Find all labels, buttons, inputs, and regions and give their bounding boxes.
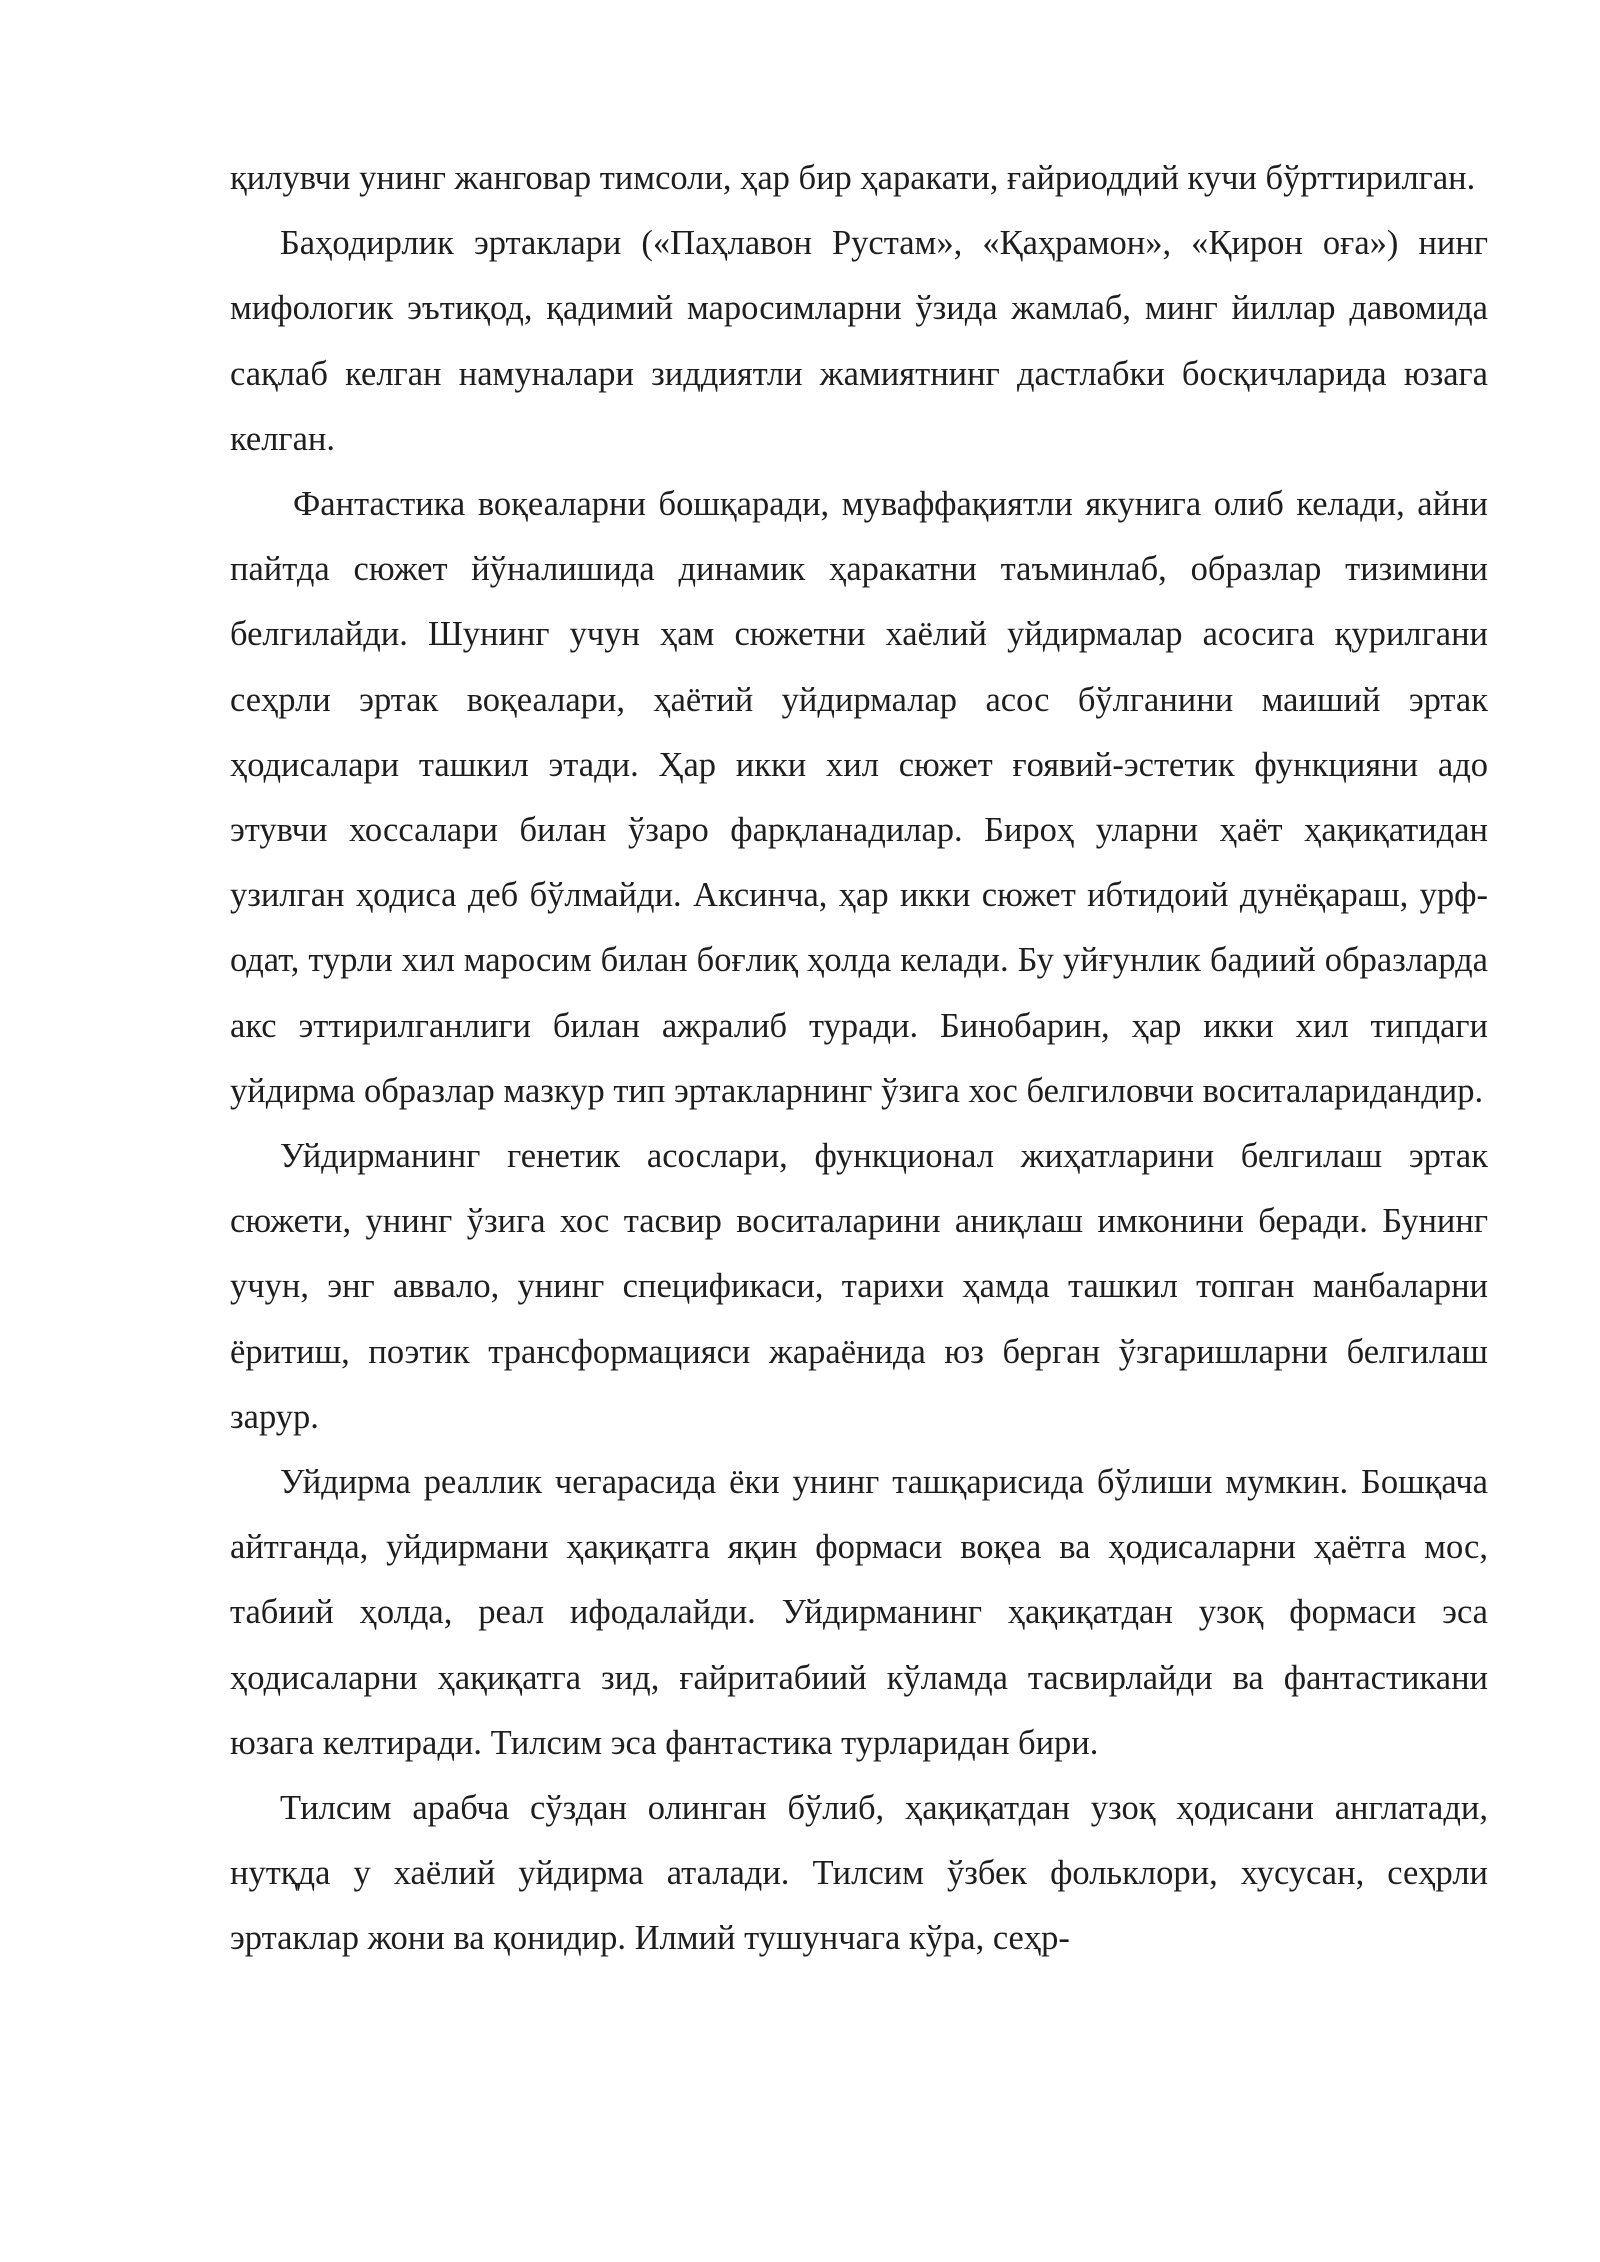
paragraph-continuation: қилувчи унинг жанговар тимсоли, ҳар бир ҳаракати, ғайриоддий кучи бўрттирилган. [230, 159, 1476, 197]
paragraph-heroic-tales: Баҳодирлик эртаклари («Паҳлавон Рустам», «Қаҳрамон», «Қирон оға») нинг мифологик эътиқод, қадимий маросимларни ўзида жамлаб, минг йиллар давомида сақлаб келган намуналари зиддиятли жамиятнинг дастлабки босқичларида юзага келган. [230, 224, 1488, 458]
paragraph-tilsim-definition: Тилсим арабча сўздан олинган бўлиб, ҳақиқатдан узоқ ҳодисани англатади, нутқда у хаёлий уйдирма аталади. Тилсим ўзбек фольклори, хусусан, сеҳрли эртаклар жони ва қонидир. Илмий тушунчага кўра, сеҳр- [230, 1789, 1488, 1958]
document-page [230, 146, 1488, 1972]
paragraph-fiction-genetics: Уйдирманинг генетик асослари, функционал жиҳатларини белгилаш эртак сюжети, унинг ўзига хос тасвир воситаларини аниқлаш имконини беради. Бунинг учун, энг аввало, унинг спецификаси, тарихи ҳамда ташкил топган манбаларни ёритиш, поэтик трансформацияси жараёнида юз берган ўзгаришларни белгилаш зарур. [230, 1137, 1488, 1436]
paragraph-fantasy-events: Фантастика воқеаларни бошқаради, муваффақиятли якунига олиб келади, айни пайтда сюжет йўналишида динамик ҳаракатни таъминлаб, образлар тизимини белгилайди. Шунинг учун ҳам сюжетни хаёлий уйдирмалар асосига қурилгани сеҳрли эртак воқеалари, ҳаётий уйдирмалар асос бўлганини маиший эртак ҳодисалари ташкил этади. Ҳар икки хил сюжет ғоявий-эстетик функцияни адо этувчи хоссалари билан ўзаро фарқланадилар. Бироҳ уларни ҳаёт ҳақиқатидан узилган ҳодиса деб бўлмайди. Аксинча, ҳар икки сюжет ибтидоий дунёқараш, урф-одат, турли хил маросим билан боғлиқ ҳолда келади. Бу уйғунлик бадиий образларда акс эттирилганлиги билан ажралиб туради. Бинобарин, ҳар икки хил типдаги уйдирма образлар мазкур тип эртакларнинг ўзига хос белгиловчи воситаларидандир. [230, 485, 1488, 1110]
paragraph-fiction-reality: Уйдирма реаллик чегарасида ёки унинг ташқарисида бўлиши мумкин. Бошқача айтганда, уйдирмани ҳақиқатга яқин формаси воқеа ва ҳодисаларни ҳаётга мос, табиий ҳолда, реал ифодалайди. Уйдирманинг ҳақиқатдан узоқ формаси эса ҳодисаларни ҳақиқатга зид, ғайритабиий кўламда тасвирлайди ва фантастикани юзага келтиради. Тилсим эса фантастика турларидан бири. [230, 1463, 1488, 1762]
